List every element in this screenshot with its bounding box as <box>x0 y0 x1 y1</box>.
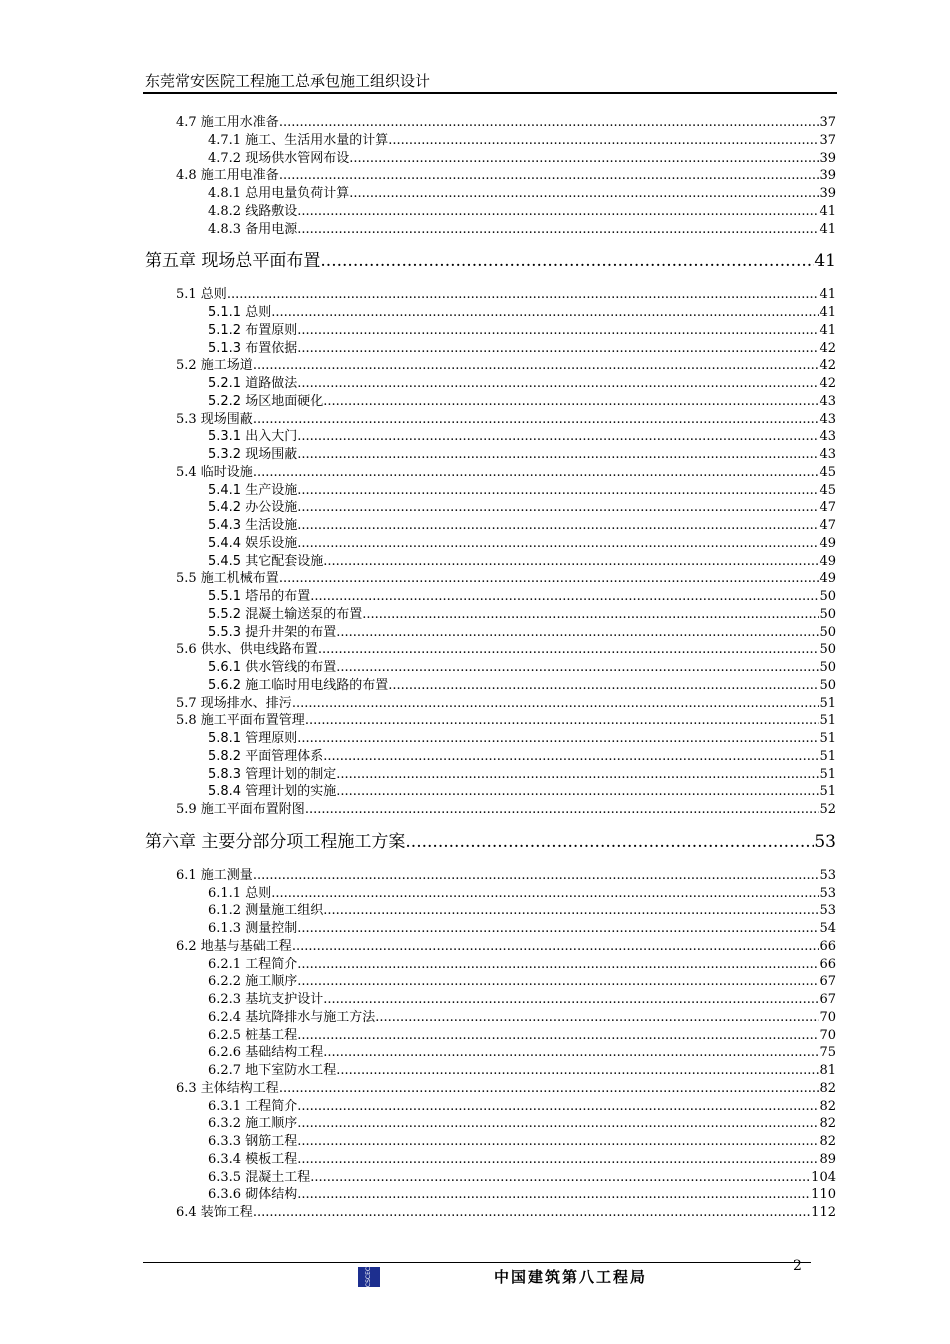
toc-entry[interactable] <box>208 535 836 553</box>
toc-entry-title: 6.3.3 钢筋工程 <box>208 1134 298 1149</box>
toc-entry[interactable] <box>208 375 836 393</box>
toc-entry-title: 6.4 装饰工程 <box>176 1205 253 1220</box>
toc-entry-title: 5.2.2 场区地面硬化 <box>208 393 324 409</box>
toc-entry-page: 41 <box>819 287 836 303</box>
toc-entry[interactable] <box>208 322 836 340</box>
toc-entry[interactable] <box>208 1186 836 1204</box>
toc-entry-page: 41 <box>819 322 836 338</box>
toc-entry-page: 52 <box>819 802 836 817</box>
dot-leader <box>271 304 819 322</box>
toc-entry-page: 49 <box>819 535 836 551</box>
toc-entry-title: 5.4 临时设施 <box>176 464 253 480</box>
dot-leader <box>297 482 819 500</box>
toc-entry-title: 6.3.1 工程简介 <box>208 1098 298 1114</box>
toc-entry-title: 6.3.2 施工顺序 <box>208 1116 298 1132</box>
toc-entry[interactable] <box>176 464 836 482</box>
toc-entry[interactable] <box>208 203 836 221</box>
toc-entry[interactable] <box>208 677 836 695</box>
toc-entry-title: 5.4.1 生产设施 <box>208 482 298 498</box>
toc-entry-page: 43 <box>819 393 836 409</box>
toc-entry[interactable] <box>208 956 836 974</box>
toc-entry-page: 43 <box>819 429 836 445</box>
dot-leader <box>297 340 819 358</box>
toc-entry-page: 51 <box>819 731 836 746</box>
toc-entry-page: 43 <box>819 447 836 462</box>
toc-entry-title: 5.1 总则 <box>176 287 227 303</box>
toc-entry[interactable] <box>208 1169 836 1187</box>
dot-leader <box>253 867 820 885</box>
toc-entry[interactable] <box>208 659 836 677</box>
toc-entry-page: 47 <box>819 500 836 516</box>
toc-entry-page: 66 <box>819 956 836 972</box>
toc-chapter-entry[interactable] <box>145 830 836 854</box>
toc-entry[interactable] <box>176 570 836 588</box>
toc-entry-title: 6.2.1 工程简介 <box>208 956 298 972</box>
toc-entry[interactable] <box>208 885 836 903</box>
toc-entry-title: 5.2.1 道路做法 <box>208 376 298 391</box>
page-number: 2 <box>793 1258 802 1274</box>
dot-leader <box>323 393 819 411</box>
toc-entry-title: 5.1.2 布置原则 <box>208 322 298 338</box>
toc-entry-page: 70 <box>819 1009 836 1025</box>
toc-entry-title: 6.2.4 基坑降排水与施工方法 <box>208 1009 376 1025</box>
toc-entry-page: 89 <box>819 1151 836 1167</box>
toc-entry-page: 82 <box>819 1116 836 1132</box>
toc-entry[interactable] <box>208 748 836 766</box>
toc-entry[interactable] <box>208 1027 836 1045</box>
dot-leader <box>336 624 819 642</box>
toc-entry[interactable] <box>208 482 836 500</box>
toc-entry-title: 5.4.5 其它配套设施 <box>208 553 324 569</box>
toc-entry[interactable] <box>208 991 836 1009</box>
dot-leader <box>297 1098 819 1116</box>
toc-entry[interactable] <box>208 1151 836 1169</box>
dot-leader <box>297 1027 819 1045</box>
toc-entry-title: 5.1.3 布置依据 <box>208 340 298 356</box>
toc-entry-page: 37 <box>819 115 836 130</box>
dot-leader <box>388 677 819 695</box>
dot-leader <box>297 517 819 535</box>
toc-entry-page: 41 <box>819 305 836 320</box>
toc-entry-title: 4.8 施工用电准备 <box>176 168 279 184</box>
toc-entry[interactable] <box>208 1009 836 1027</box>
toc-entry[interactable] <box>208 1115 836 1133</box>
toc-entry[interactable] <box>208 393 836 411</box>
toc-entry-page: 39 <box>819 168 836 184</box>
toc-entry-page: 51 <box>819 713 836 729</box>
toc-entry[interactable] <box>208 766 836 784</box>
organization-name: 中国建筑第八工程局 <box>494 1268 648 1286</box>
toc-entry[interactable] <box>176 167 836 185</box>
toc-entry-title: 6.3.5 混凝土工程 <box>208 1169 311 1185</box>
toc-entry-page: 70 <box>819 1027 836 1043</box>
dot-leader <box>323 553 819 571</box>
toc-entry[interactable] <box>176 938 836 956</box>
toc-entry[interactable] <box>176 1080 836 1098</box>
dot-leader <box>305 712 820 730</box>
toc-entry-title: 6.1 施工测量 <box>176 867 253 883</box>
toc-entry-page: 82 <box>819 1080 836 1096</box>
toc-entry[interactable] <box>208 973 836 991</box>
dot-leader <box>292 695 820 713</box>
toc-entry-page: 51 <box>819 766 836 782</box>
dot-leader <box>336 783 819 801</box>
toc-entry-title: 5.8 施工平面布置管理 <box>176 713 305 729</box>
toc-entry[interactable] <box>176 114 836 132</box>
toc-entry-page: 39 <box>819 150 836 166</box>
toc-entry[interactable] <box>208 1098 836 1116</box>
toc-entry[interactable] <box>208 553 836 571</box>
toc-entry-title: 4.8.3 备用电源 <box>208 221 298 237</box>
company-logo-icon: CSCEC <box>358 1267 380 1287</box>
toc-entry-page: 53 <box>814 831 836 852</box>
toc-entry-title: 5.5.1 塔吊的布置 <box>208 589 311 604</box>
dot-leader <box>253 464 820 482</box>
toc-entry-page: 53 <box>819 885 836 901</box>
dot-leader <box>253 357 820 375</box>
footer-divider <box>143 1262 811 1263</box>
toc-entry[interactable] <box>208 920 836 938</box>
dot-leader <box>388 132 819 150</box>
toc-entry-page: 50 <box>819 660 836 675</box>
toc-entry-title: 5.8.1 管理原则 <box>208 731 298 746</box>
dot-leader <box>297 499 819 517</box>
toc-entry-title: 5.7 现场排水、排污 <box>176 695 292 711</box>
toc-entry-page: 66 <box>819 938 836 954</box>
toc-entry-title: 4.8.2 线路敷设 <box>208 203 298 219</box>
toc-entry[interactable] <box>208 150 836 168</box>
toc-entry-page: 50 <box>819 606 836 622</box>
toc-entry-title: 6.2.2 施工顺序 <box>208 974 298 990</box>
dot-leader <box>297 428 819 446</box>
dot-leader <box>279 114 820 132</box>
toc-entry-title: 4.8.1 总用电量负荷计算 <box>208 186 350 201</box>
toc-entry-page: 112 <box>811 1205 836 1220</box>
toc-entry-title: 4.7.2 现场供水管网布设 <box>208 150 350 166</box>
toc-entry[interactable] <box>208 446 836 464</box>
toc-entry[interactable] <box>208 1133 836 1151</box>
toc-entry-title: 6.3.6 砌体结构 <box>208 1187 298 1203</box>
toc-entry-page: 82 <box>819 1134 836 1149</box>
dot-leader <box>253 411 820 429</box>
dot-leader <box>375 1009 819 1027</box>
dot-leader <box>310 588 819 606</box>
toc-entry-page: 51 <box>819 784 836 800</box>
dot-leader <box>297 446 819 464</box>
dot-leader <box>349 150 819 168</box>
toc-entry-page: 51 <box>819 695 836 711</box>
toc-entry-page: 53 <box>819 903 836 919</box>
toc-entry-title: 6.1.1 总则 <box>208 885 272 901</box>
toc-entry[interactable] <box>208 132 836 150</box>
dot-leader <box>305 801 820 819</box>
toc-entry[interactable] <box>176 641 836 659</box>
toc-entry-page: 53 <box>819 867 836 883</box>
toc-entry-title: 6.2 地基与基础工程 <box>176 938 292 954</box>
dot-leader <box>320 249 814 273</box>
toc-entry[interactable] <box>208 606 836 624</box>
toc-entry[interactable] <box>176 286 836 304</box>
toc-entry-page: 47 <box>819 518 836 533</box>
toc-chapter-entry[interactable] <box>145 249 836 273</box>
toc-entry-title: 4.7 施工用水准备 <box>176 115 279 130</box>
toc-entry-title: 第五章 现场总平面布置 <box>145 251 321 272</box>
dot-leader <box>405 830 814 854</box>
dot-leader <box>362 606 819 624</box>
toc-entry-page: 50 <box>819 642 836 658</box>
toc-entry[interactable] <box>208 340 836 358</box>
toc-entry[interactable] <box>208 517 836 535</box>
dot-leader <box>279 1080 820 1098</box>
toc-entry-page: 104 <box>811 1169 836 1185</box>
toc-entry-page: 39 <box>819 186 836 201</box>
dot-leader <box>297 730 819 748</box>
dot-leader <box>297 1186 811 1204</box>
toc-entry-title: 5.1.1 总则 <box>208 305 272 320</box>
toc-entry-title: 5.3 现场围蔽 <box>176 411 253 427</box>
dot-leader <box>297 1133 819 1151</box>
toc-entry-title: 5.5 施工机械布置 <box>176 571 279 587</box>
toc-entry-page: 81 <box>819 1063 836 1078</box>
toc-entry-page: 42 <box>819 376 836 391</box>
toc-entry-title: 5.6.2 施工临时用电线路的布置 <box>208 677 389 693</box>
toc-entry-page: 37 <box>819 132 836 148</box>
toc-entry[interactable] <box>208 428 836 446</box>
toc-entry[interactable] <box>208 221 836 239</box>
toc-entry-page: 42 <box>819 358 836 374</box>
toc-entry-page: 51 <box>819 748 836 764</box>
toc-entry-title: 5.2 施工场道 <box>176 358 253 374</box>
dot-leader <box>292 938 820 956</box>
dot-leader <box>297 535 819 553</box>
dot-leader <box>253 1204 811 1222</box>
toc-entry[interactable] <box>176 357 836 375</box>
toc-entry-page: 82 <box>819 1098 836 1114</box>
toc-entry-page: 50 <box>819 624 836 640</box>
toc-entry-title: 第六章 主要分部分项工程施工方案 <box>145 831 406 852</box>
toc-entry[interactable] <box>208 1044 836 1062</box>
dot-leader <box>297 221 819 239</box>
toc-entry-page: 50 <box>819 677 836 693</box>
toc-entry[interactable] <box>176 867 836 885</box>
dot-leader <box>318 641 820 659</box>
toc-entry-page: 43 <box>819 411 836 427</box>
toc-entry[interactable] <box>208 304 836 322</box>
dot-leader <box>323 748 819 766</box>
toc-entry-title: 5.8.2 平面管理体系 <box>208 748 324 764</box>
toc-entry[interactable] <box>176 801 836 819</box>
toc-entry[interactable] <box>176 411 836 429</box>
toc-entry-title: 5.3.2 现场围蔽 <box>208 447 298 462</box>
toc-entry-page: 67 <box>819 974 836 990</box>
dot-leader <box>336 659 819 677</box>
dot-leader <box>279 570 820 588</box>
toc-entry-title: 5.4.4 娱乐设施 <box>208 535 298 551</box>
toc-entry-page: 75 <box>819 1045 836 1061</box>
toc-entry-title: 6.2.3 基坑支护设计 <box>208 992 324 1007</box>
toc-entry-page: 42 <box>819 340 836 356</box>
toc-entry-title: 5.6.1 供水管线的布置 <box>208 660 337 675</box>
dot-leader <box>336 1062 819 1080</box>
toc-entry-page: 41 <box>819 221 836 237</box>
toc-entry-title: 6.3.4 模板工程 <box>208 1151 298 1167</box>
toc-entry-page: 41 <box>819 203 836 219</box>
dot-leader <box>336 766 819 784</box>
toc-entry-title: 4.7.1 施工、生活用水量的计算 <box>208 132 389 148</box>
toc-entry-title: 6.1.2 测量施工组织 <box>208 903 324 919</box>
toc-entry-page: 49 <box>819 553 836 569</box>
dot-leader <box>323 902 819 920</box>
toc-entry[interactable] <box>208 624 836 642</box>
dot-leader <box>279 167 820 185</box>
toc-entry-page: 49 <box>819 571 836 587</box>
toc-entry-title: 5.5.2 混凝土输送泵的布置 <box>208 606 363 622</box>
dot-leader <box>297 1151 819 1169</box>
dot-leader <box>297 956 819 974</box>
dot-leader <box>349 185 819 203</box>
dot-leader <box>323 1044 819 1062</box>
toc-entry[interactable] <box>208 730 836 748</box>
toc-entry-title: 5.5.3 提升井架的布置 <box>208 624 337 640</box>
toc-entry-title: 6.2.7 地下室防水工程 <box>208 1063 337 1078</box>
toc-entry-title: 6.2.6 基础结构工程 <box>208 1045 324 1061</box>
toc-entry-title: 6.1.3 测量控制 <box>208 921 298 936</box>
toc-entry-page: 54 <box>819 921 836 936</box>
toc-entry[interactable] <box>176 1204 836 1222</box>
toc-entry[interactable] <box>208 499 836 517</box>
toc-entry-title: 5.3.1 出入大门 <box>208 429 298 445</box>
dot-leader <box>310 1169 811 1187</box>
toc-entry-title: 5.6 供水、供电线路布置 <box>176 642 318 658</box>
dot-leader <box>271 885 819 903</box>
toc-entry[interactable] <box>208 783 836 801</box>
dot-leader <box>297 375 819 393</box>
dot-leader <box>297 920 819 938</box>
toc-entry-title: 5.8.4 管理计划的实施 <box>208 784 337 800</box>
toc-entry-title: 6.2.5 桩基工程 <box>208 1027 298 1043</box>
toc-entry-title: 6.3 主体结构工程 <box>176 1080 279 1096</box>
toc-entry-title: 5.4.2 办公设施 <box>208 500 298 516</box>
toc-entry-page: 45 <box>819 482 836 498</box>
dot-leader <box>297 203 819 221</box>
toc-entry[interactable] <box>176 695 836 713</box>
dot-leader <box>227 286 820 304</box>
dot-leader <box>323 991 819 1009</box>
document-title: 东莞常安医院工程施工总承包施工组织设计 <box>145 72 431 90</box>
toc-entry[interactable] <box>208 902 836 920</box>
dot-leader <box>297 1115 819 1133</box>
toc-entry-page: 45 <box>819 464 836 480</box>
dot-leader <box>297 973 819 991</box>
toc-entry[interactable] <box>208 588 836 606</box>
toc-entry-page: 50 <box>819 589 836 604</box>
toc-entry[interactable] <box>208 185 836 203</box>
toc-entry-title: 5.4.3 生活设施 <box>208 518 298 533</box>
toc-entry-page: 41 <box>814 251 836 272</box>
toc-entry[interactable] <box>208 1062 836 1080</box>
dot-leader <box>297 322 819 340</box>
toc-entry-page: 67 <box>819 992 836 1007</box>
toc-entry[interactable] <box>176 712 836 730</box>
toc-entry-title: 5.9 施工平面布置附图 <box>176 802 305 817</box>
toc-entry-title: 5.8.3 管理计划的制定 <box>208 766 337 782</box>
toc-entry-page: 110 <box>811 1187 836 1203</box>
